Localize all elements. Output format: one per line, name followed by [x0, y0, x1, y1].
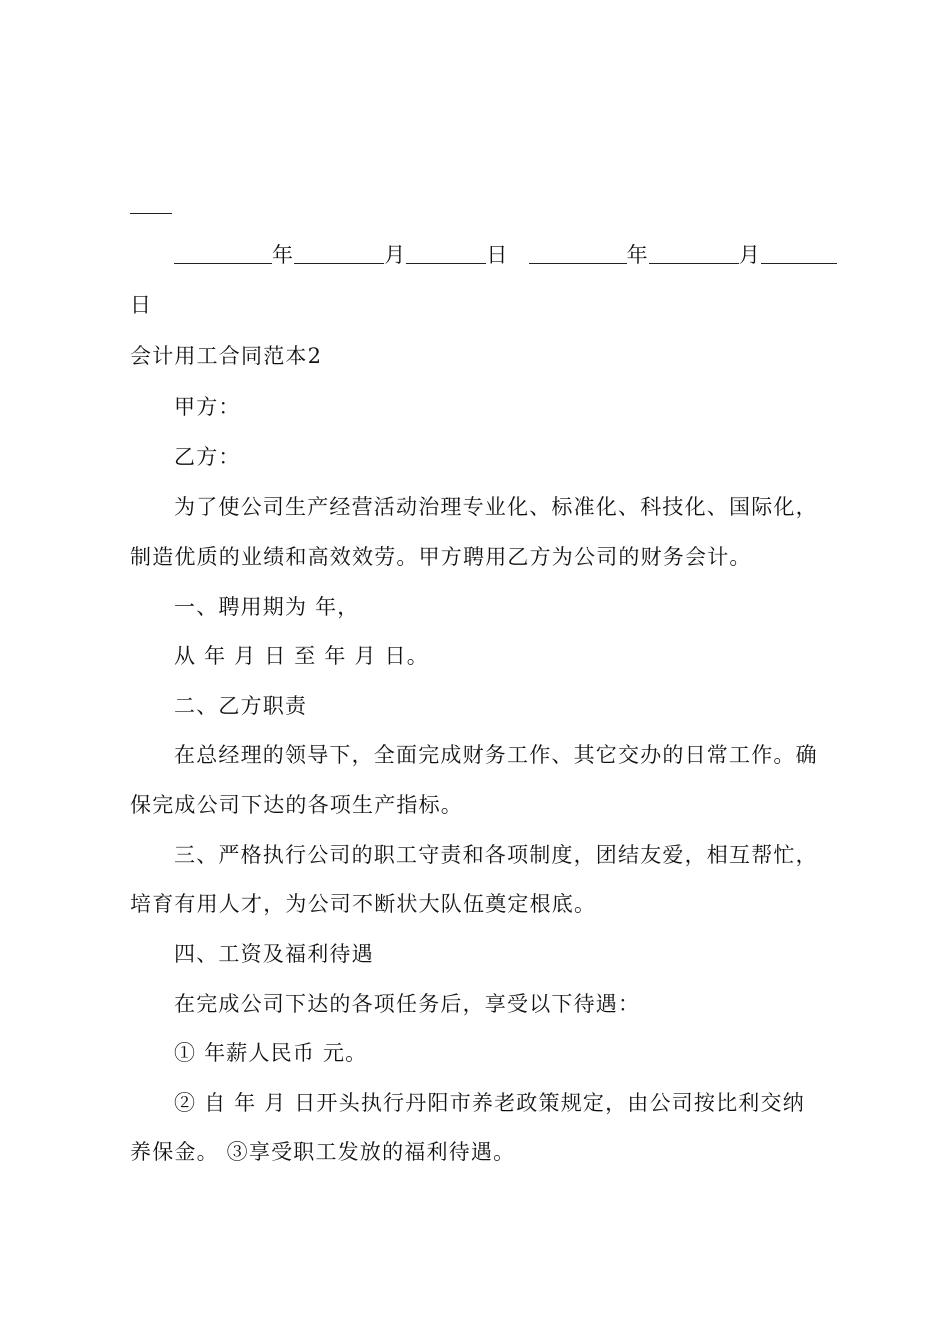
label-month-b: 月 [738, 243, 762, 267]
party-a: 甲方： [174, 395, 241, 419]
section2-heading: 二、乙方职责 [174, 694, 308, 718]
section4-intro: 在完成公司下达的各项任务后，享受以下待遇： [174, 992, 641, 1016]
section4-heading: 四、工资及福利待遇 [174, 942, 374, 966]
intro-line-2: 制造优质的业绩和高效效劳。甲方聘用乙方为公司的财务会计。 [130, 545, 752, 569]
party-b: 乙方： [174, 445, 241, 469]
section3-line-1: 三、严格执行公司的职工守责和各项制度，团结友爱，相互帮忙， [174, 843, 818, 867]
blank-day-a [406, 243, 486, 264]
section1-period: 从 年 月 日 至 年 月 日。 [174, 644, 429, 668]
section4-item-2-line-1: ② 自 年 月 日开头执行丹阳市养老政策规定，由公司按比利交纳 [174, 1091, 805, 1115]
section1-heading: 一、聘用期为 年， [174, 595, 360, 619]
document-title: 会计用工合同范本2 [130, 344, 323, 368]
section2-line-2: 保完成公司下达的各项生产指标。 [130, 793, 463, 817]
blank-year-b [529, 243, 627, 264]
label-month-a: 月 [384, 243, 407, 267]
signature-rule [130, 213, 172, 214]
label-year-b: 年 [626, 243, 649, 267]
blank-day-b [761, 243, 837, 264]
intro-line-1: 为了使公司生产经营活动治理专业化、标准化、科技化、国际化， [174, 495, 818, 519]
section2-line-1: 在总经理的领导下，全面完成财务工作、其它交办的日常工作。确 [174, 743, 818, 767]
signature-day-wrapped: 日 [130, 293, 153, 317]
signature-date-row [174, 240, 830, 270]
section3-line-2: 培育有用人才，为公司不断状大队伍奠定根底。 [130, 892, 597, 916]
label-day-a: 日 [486, 243, 509, 267]
blank-month-b [649, 243, 739, 264]
blank-month-a [294, 243, 384, 264]
section4-item-2-line-2: 养保金。 ③享受职工发放的福利待遇。 [130, 1140, 516, 1164]
section4-item-1: ① 年薪人民币 元。 [174, 1041, 368, 1065]
blank-year-a [174, 243, 272, 264]
label-year-a: 年 [272, 243, 295, 267]
